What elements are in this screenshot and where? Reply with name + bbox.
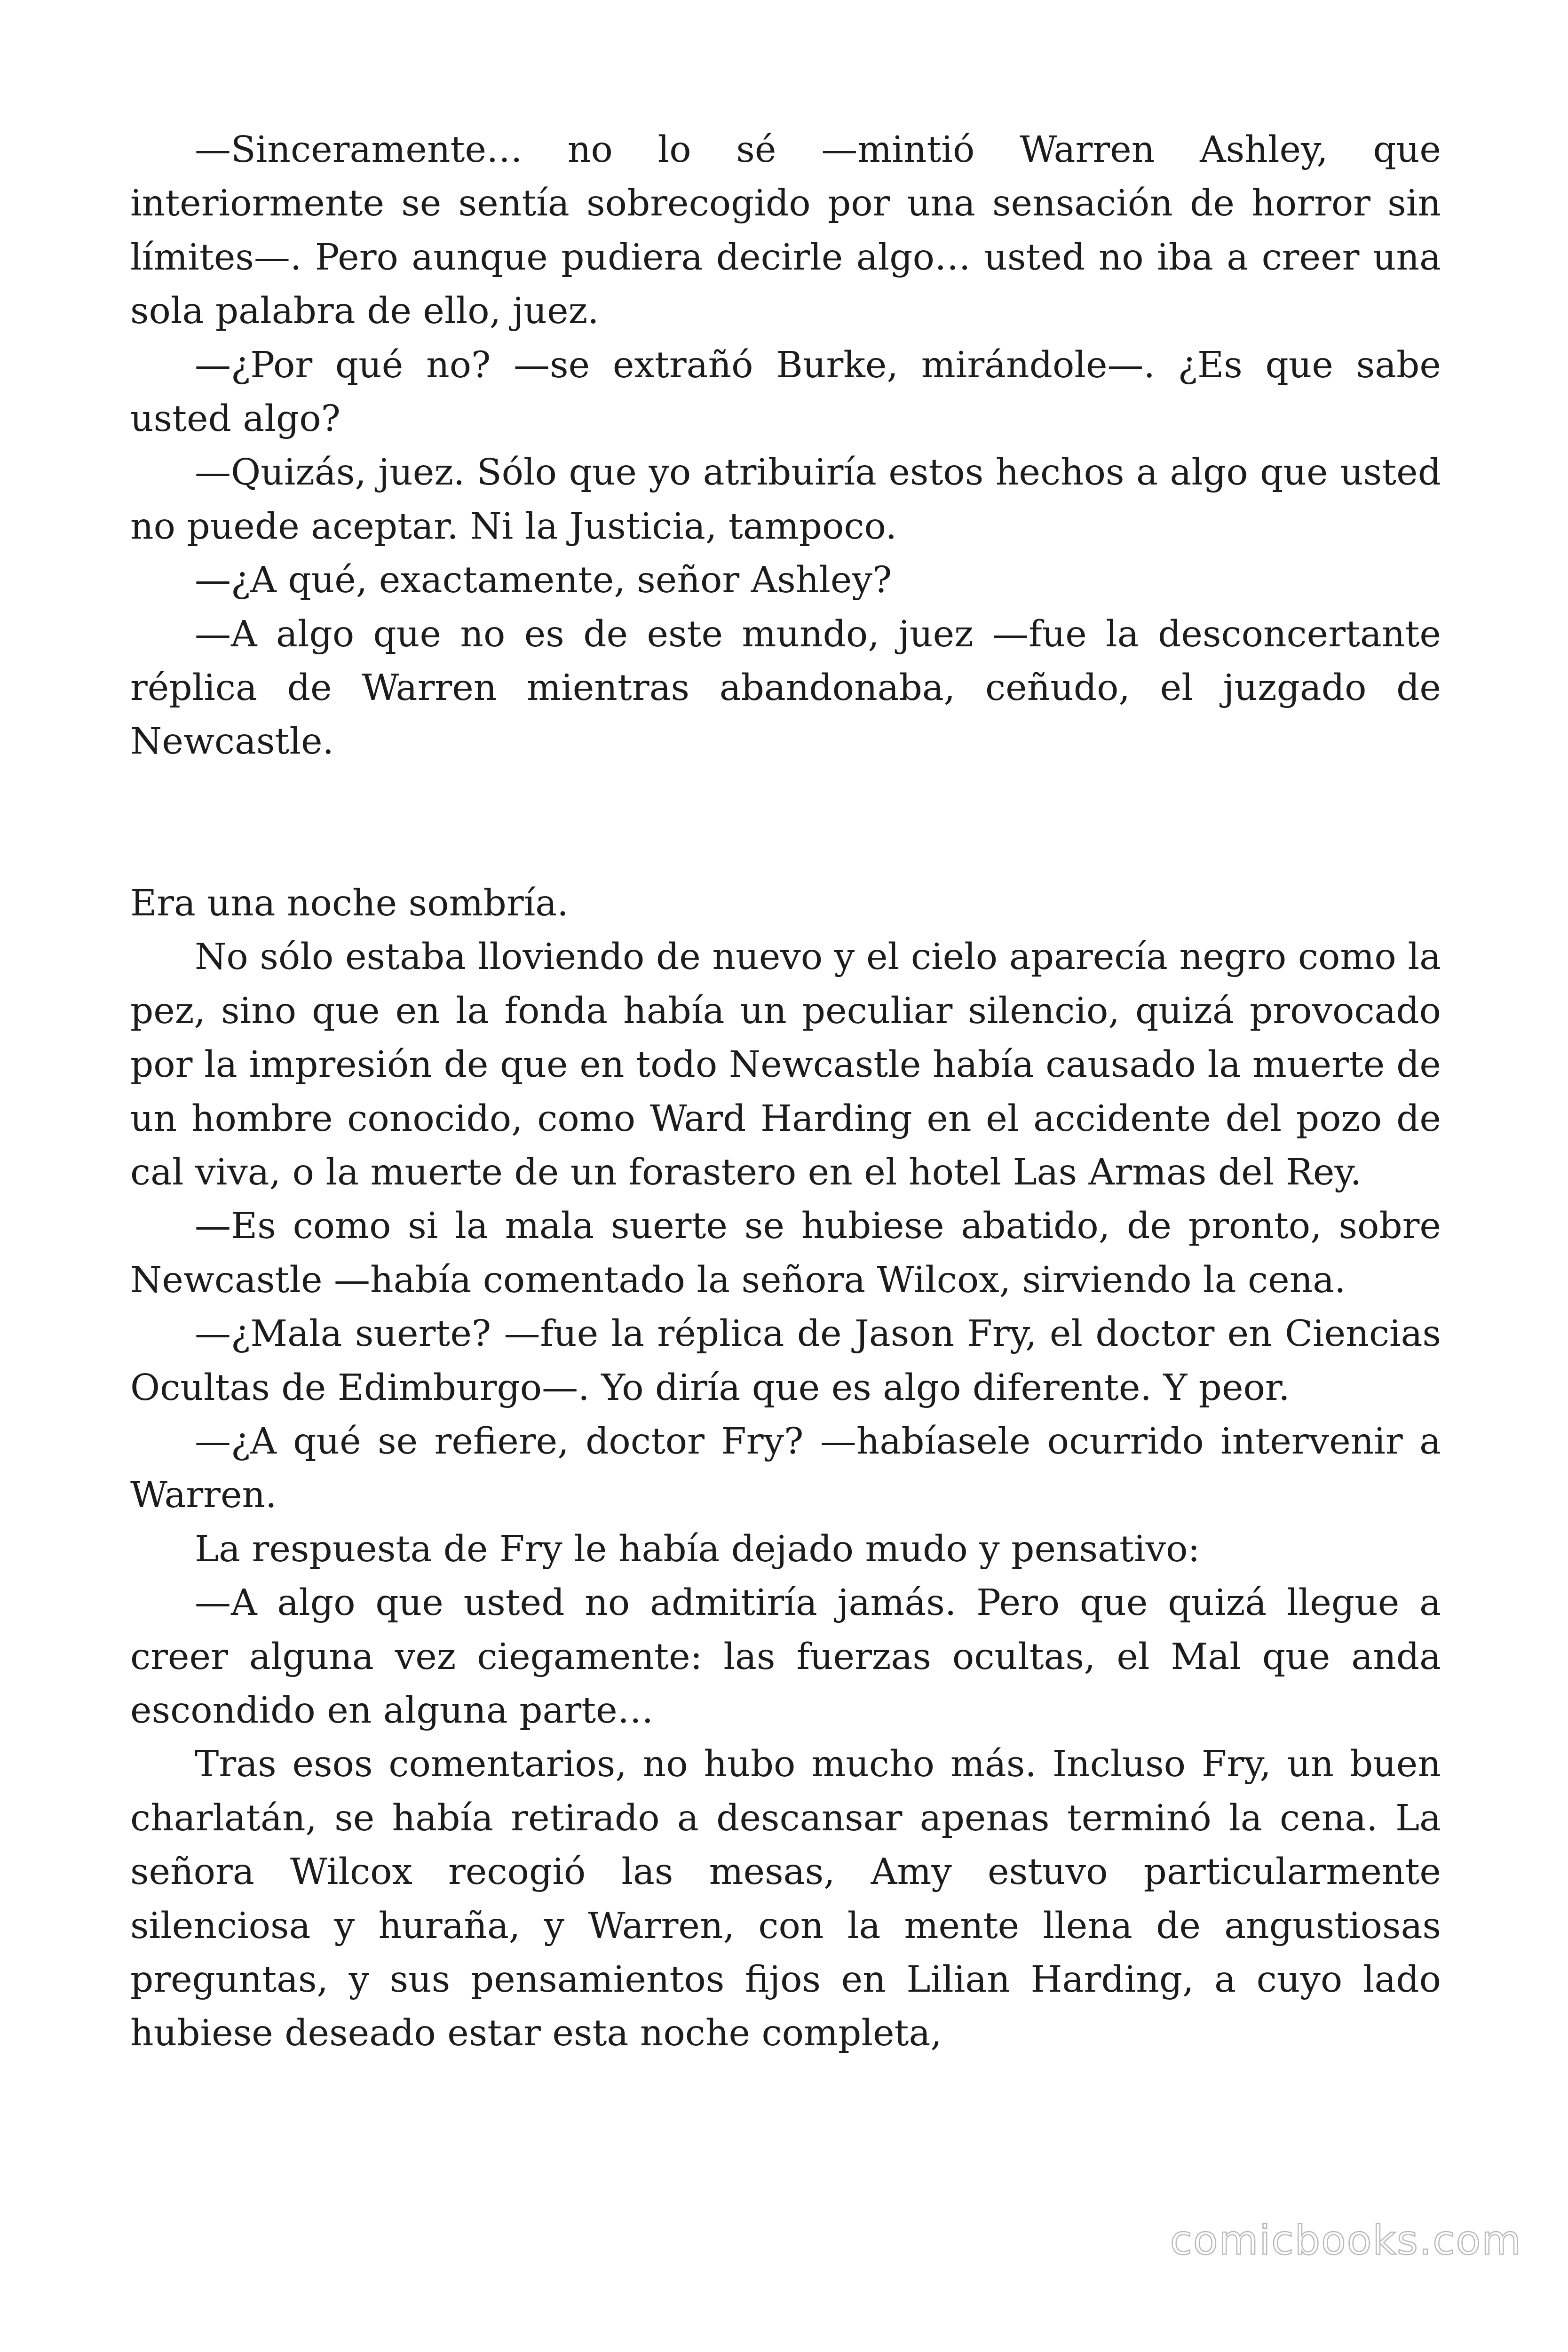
paragraph: —¿A qué se refiere, doctor Fry? —habíasele ocurrido intervenir a Warren. [130,1420,1441,1517]
paragraph: —¿Mala suerte? —fue la réplica de Jason Fry, el doctor en Ciencias Ocultas de Edimburgo—. Yo diría que es algo diferente. Y peor. [130,1313,1441,1409]
paragraph: Tras esos comentarios, no hubo mucho más. Incluso Fry, un buen charlatán, se había retirado a descansar apenas terminó la cena. La señora Wilcox recogió las mesas, Amy estuvo particularmente silenciosa y huraña, y Warren, con la mente llena de angustiosas preguntas, y sus pensamientos fijos en Lilian Harding, a cuyo lado hubiese deseado estar esta noche completa, [130,1743,1441,2055]
paragraph: —¿Por qué no? —se extrañó Burke, mirándole—. ¿Es que sabe usted algo? [130,344,1441,440]
watermark: comicbooks.com [1170,2217,1522,2264]
section-break [130,769,1441,877]
paragraph: —Es como si la mala suerte se hubiese abatido, de pronto, sobre Newcastle —había comentado la señora Wilcox, sirviendo la cena. [130,1205,1441,1301]
section-opening-paragraph: Era una noche sombría. [130,882,569,924]
paragraph: —Quizás, juez. Sólo que yo atribuiría estos hechos a algo que usted no puede aceptar. Ni la Justicia, tampoco. [130,452,1441,548]
paragraph: —A algo que no es de este mundo, juez —fue la desconcertante réplica de Warren mientras abandonaba, ceñudo, el juzgado de Newcastle. [130,613,1441,763]
paragraph: No sólo estaba lloviendo de nuevo y el cielo aparecía negro como la pez, sino que en la fonda había un peculiar silencio, quizá provocado por la impresión de que en todo Newcastle había causado la muerte de un hombre conocido, como Ward Harding en el accidente del pozo de cal viva, o la muerte de un forastero en el hotel Las Armas del Rey. [130,936,1441,1193]
paragraph: —A algo que usted no admitiría jamás. Pero que quizá llegue a creer alguna vez ciegamente: las fuerzas ocultas, el Mal que anda escondido en alguna parte… [130,1582,1441,1732]
paragraph: —Sinceramente… no lo sé —mintió Warren Ashley, que interiormente se sentía sobrecogido por una sensación de horror sin límites—. Pero aunque pudiera decirle algo… usted no iba a creer una sola palabra de ello, juez. [130,129,1441,333]
page-body [130,123,1441,2061]
paragraph: La respuesta de Fry le había dejado mudo y pensativo: [195,1528,1200,1570]
paragraph: —¿A qué, exactamente, señor Ashley? [195,559,892,602]
